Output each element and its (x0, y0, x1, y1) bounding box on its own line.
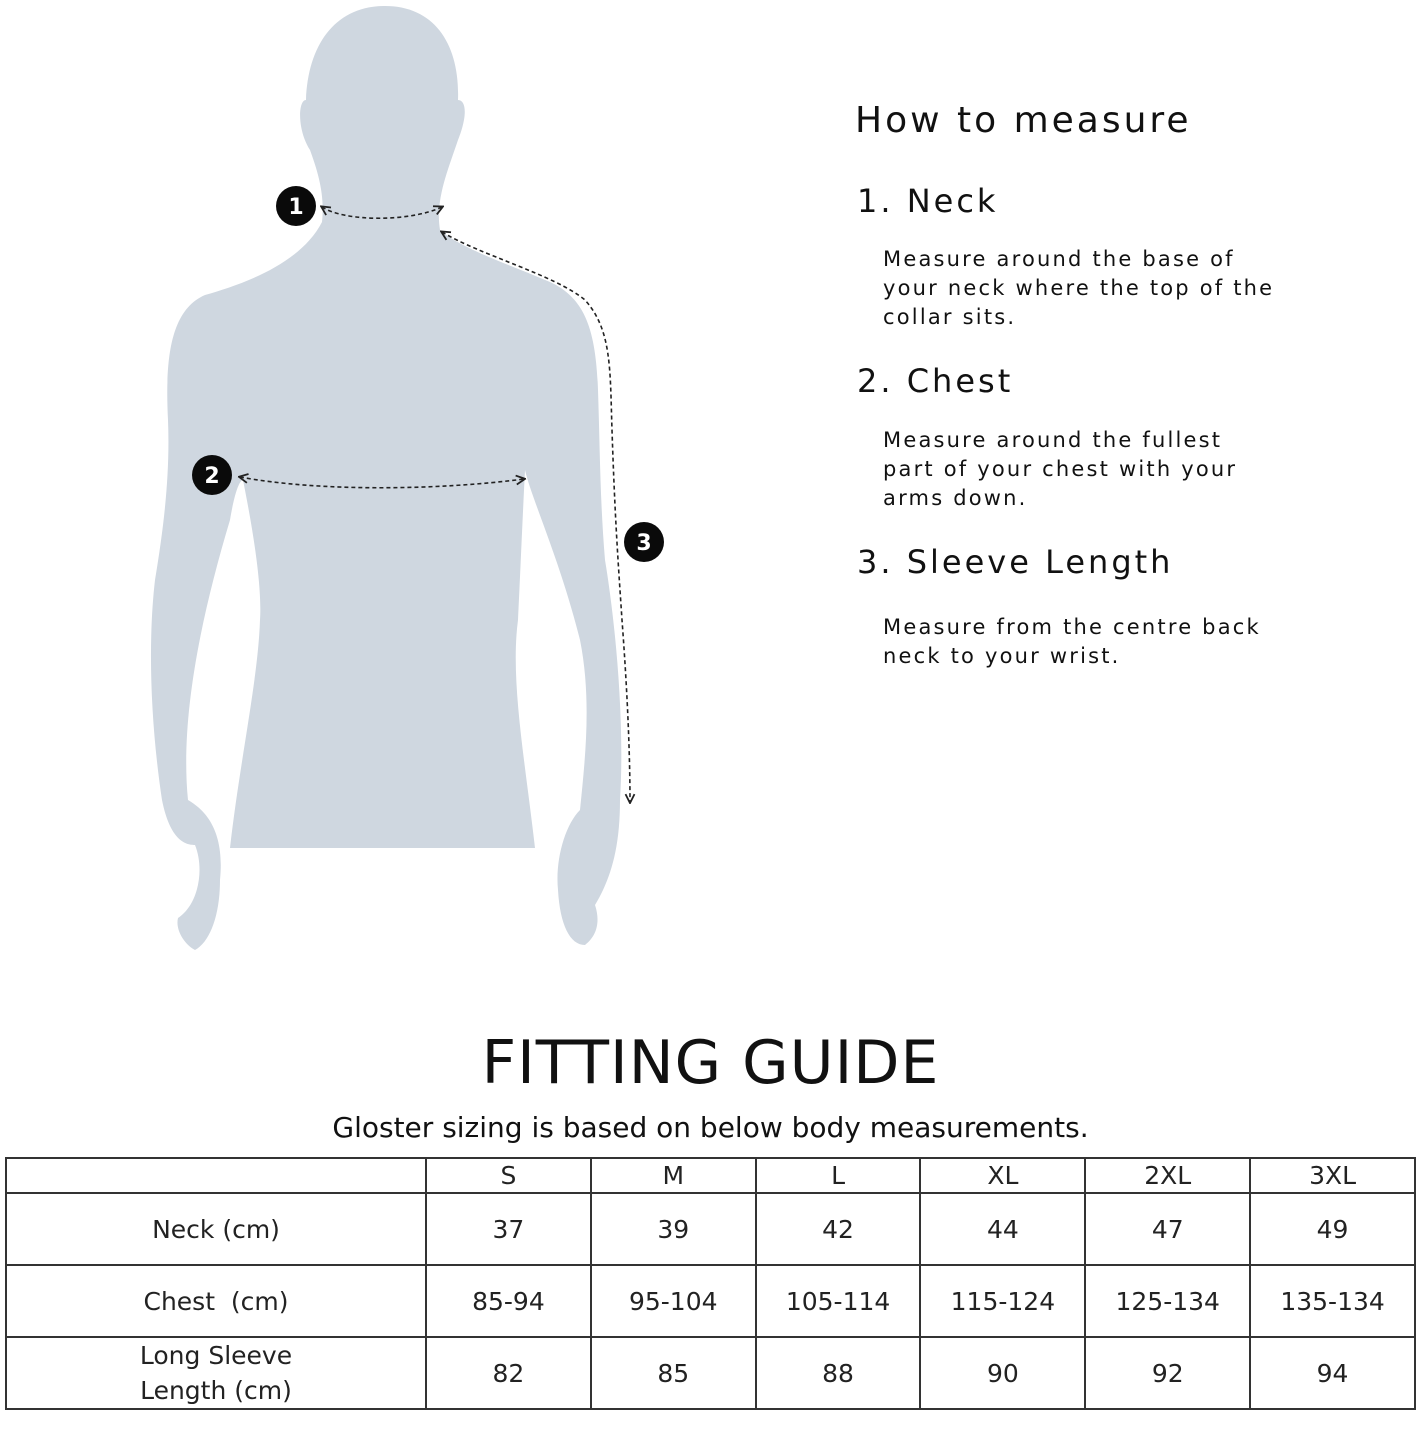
size-header: XL (920, 1158, 1085, 1193)
table-cell: 88 (756, 1337, 921, 1409)
step-sleeve-line: Measure from the centre back (883, 615, 1261, 639)
table-row (6, 1193, 1415, 1265)
corner-cell (6, 1158, 426, 1193)
table-cell: 105-114 (756, 1265, 921, 1337)
row-label-neck (6, 1193, 426, 1265)
step-sleeve-description (883, 613, 1363, 671)
row-label-line: Chest (cm) (143, 1286, 289, 1316)
step-chest-line: part of your chest with your (883, 457, 1238, 481)
table-row (6, 1265, 1415, 1337)
table-cell: 85-94 (426, 1265, 591, 1337)
table-cell: 42 (756, 1193, 921, 1265)
step-chest-line: Measure around the fullest (883, 428, 1223, 452)
step-neck-description (883, 245, 1363, 332)
table-cell: 49 (1250, 1193, 1415, 1265)
table-cell: 85 (591, 1337, 756, 1409)
table-cell: 115-124 (920, 1265, 1085, 1337)
step-chest-title: 2. Chest (857, 362, 1014, 400)
size-header: S (426, 1158, 591, 1193)
step-neck-line: collar sits. (883, 305, 1017, 329)
body-measurement-figure (0, 0, 820, 980)
table-cell: 135-134 (1250, 1265, 1415, 1337)
table-cell: 37 (426, 1193, 591, 1265)
step-neck-line: your neck where the top of the (883, 276, 1275, 300)
size-chart-table (5, 1157, 1416, 1410)
marker-3 (624, 522, 664, 562)
size-header: M (591, 1158, 756, 1193)
size-header-row (6, 1158, 1415, 1193)
table-cell: 39 (591, 1193, 756, 1265)
row-label-sleeve (6, 1337, 426, 1409)
table-cell: 90 (920, 1337, 1085, 1409)
size-header: L (756, 1158, 921, 1193)
table-cell: 125-134 (1085, 1265, 1250, 1337)
row-label-line: Long Sleeve (139, 1341, 293, 1370)
table-cell: 92 (1085, 1337, 1250, 1409)
table-cell: 47 (1085, 1193, 1250, 1265)
table-cell: 94 (1250, 1337, 1415, 1409)
step-sleeve-title: 3. Sleeve Length (857, 543, 1174, 581)
marker-1-label: 1 (288, 195, 304, 220)
step-neck-line: Measure around the base of (883, 247, 1235, 271)
how-to-measure-title: How to measure (855, 100, 1192, 141)
fitting-guide-subtitle: Gloster sizing is based on below body measurements. (332, 1111, 1089, 1144)
row-label-line: Length (cm) (140, 1376, 292, 1405)
step-neck-title: 1. Neck (857, 182, 999, 220)
table-cell: 82 (426, 1337, 591, 1409)
size-header: 3XL (1250, 1158, 1415, 1193)
marker-2 (192, 455, 232, 495)
table-cell: 44 (920, 1193, 1085, 1265)
row-label-chest (6, 1265, 426, 1337)
marker-3-label: 3 (636, 531, 652, 556)
marker-1 (276, 186, 316, 226)
marker-2-label: 2 (204, 464, 220, 489)
table-cell: 95-104 (591, 1265, 756, 1337)
row-label-line: Neck (cm) (152, 1214, 280, 1244)
fitting-guide-title: FITTING GUIDE (481, 1028, 940, 1098)
step-sleeve-line: neck to your wrist. (883, 644, 1121, 668)
step-chest-description (883, 426, 1363, 513)
size-header: 2XL (1085, 1158, 1250, 1193)
table-row (6, 1337, 1415, 1409)
step-chest-line: arms down. (883, 486, 1028, 510)
